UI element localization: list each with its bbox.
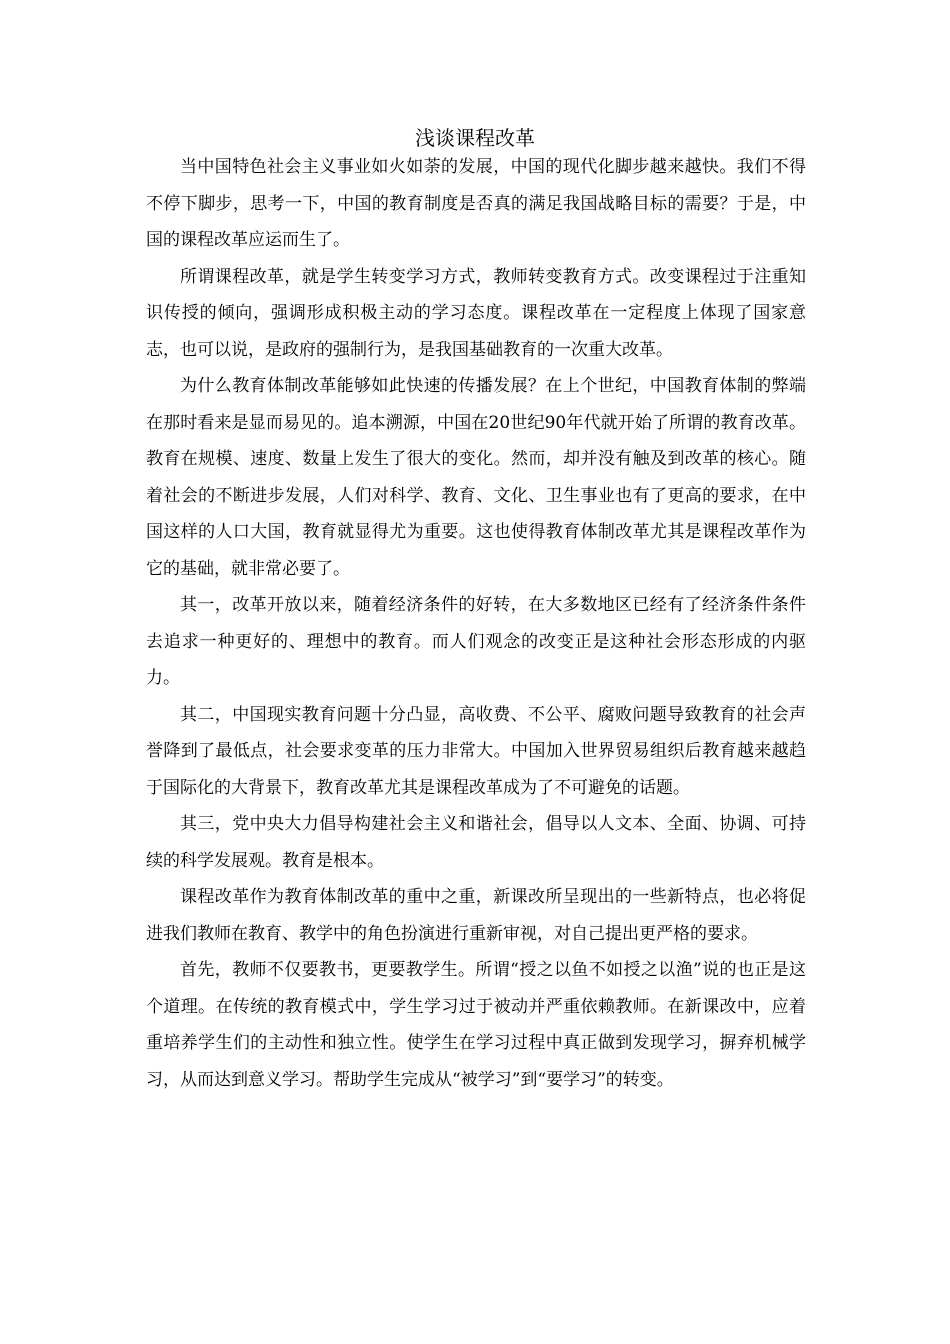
document-body bbox=[146, 149, 806, 1098]
paragraph-3: 为什么教育体制改革能够如此快速的传播发展？在上个世纪，中国教育体制的弊端在那时看来是显而易见的。追本溯源，中国在20世纪90年代就开始了所谓的教育改革。教育在规模、速度、数量上发生了很大的变化。然而，却并没有触及到改革的核心。随着社会的不断进步发展，人们对科学、教育、文化、卫生事业也有了更高的要求，在中国这样的人口大国，教育就显得尤为重要。这也使得教育体制改革尤其是课程改革作为它的基础，就非常必要了。 bbox=[146, 376, 806, 579]
paragraph-2: 所谓课程改革，就是学生转变学习方式，教师转变教育方式。改变课程过于注重知识传授的倾向，强调形成积极主动的学习态度。课程改革在一定程度上体现了国家意志，也可以说，是政府的强制行为，是我国基础教育的一次重大改革。 bbox=[146, 266, 806, 360]
paragraph-5: 其二，中国现实教育问题十分凸显，高收费、不公平、腐败问题导致教育的社会声誉降到了最低点，社会要求变革的压力非常大。中国加入世界贸易组织后教育越来越趋于国际化的大背景下，教育改革尤其是课程改革成为了不可避免的话题。 bbox=[146, 704, 806, 798]
paragraph-4: 其一，改革开放以来，随着经济条件的好转，在大多数地区已经有了经济条件条件去追求一种更好的、理想中的教育。而人们观念的改变正是这种社会形态形成的内驱力。 bbox=[146, 595, 806, 688]
paragraph-6: 其三，党中央大力倡导构建社会主义和谐社会，倡导以人文本、全面、协调、可持续的科学发展观。教育是根本。 bbox=[146, 814, 806, 871]
paragraph-8: 首先，教师不仅要教书，更要教学生。所谓“授之以鱼不如授之以渔”说的也正是这个道理。在传统的教育模式中，学生学习过于被动并严重依赖教师。在新课改中，应着重培养学生们的主动性和独立性。使学生在学习过程中真正做到发现学习，摒弃机械学习，从而达到意义学习。帮助学生完成从“被学习”到“要学习”的转变。 bbox=[146, 960, 806, 1090]
paragraph-7: 课程改革作为教育体制改革的重中之重，新课改所呈现出的一些新特点，也必将促进我们教师在教育、教学中的角色扮演进行重新审视，对自己提出更严格的要求。 bbox=[146, 887, 806, 944]
document-title: 浅谈课程改革 bbox=[415, 126, 535, 150]
paragraph-1: 当中国特色社会主义事业如火如荼的发展，中国的现代化脚步越来越快。我们不得不停下脚步，思考一下，中国的教育制度是否真的满足我国战略目标的需要？于是，中国的课程改革应运而生了。 bbox=[146, 157, 806, 250]
